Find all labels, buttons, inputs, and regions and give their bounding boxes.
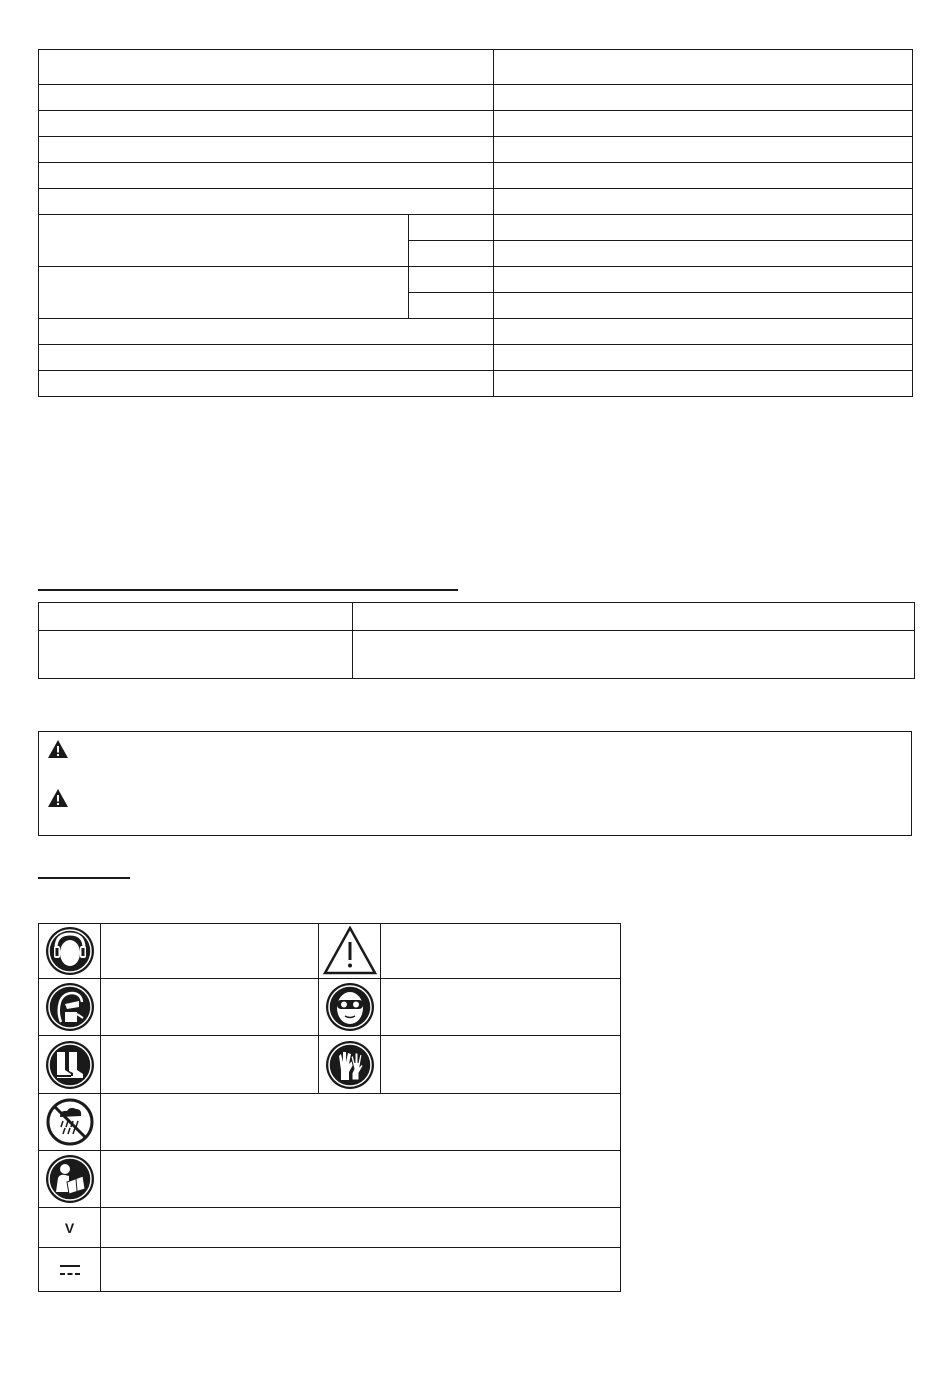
- warning-triangle-icon: [323, 926, 377, 976]
- spec-label-cell: [39, 345, 494, 371]
- table-row: [39, 267, 913, 293]
- spec-value-cell: [494, 267, 913, 293]
- safety-gloves-icon: [325, 1040, 375, 1090]
- symbol-description-cell: [381, 1036, 621, 1094]
- symbol-icon-cell: [39, 1248, 101, 1292]
- table-row: [39, 85, 913, 111]
- warning-box: [38, 731, 912, 836]
- spec-value-cell: [494, 215, 913, 241]
- spec-value-cell: [494, 111, 913, 137]
- spec-label-cell: [39, 111, 494, 137]
- symbol-description-cell: [381, 924, 621, 979]
- symbol-icon-cell: [39, 924, 101, 979]
- spec-value-cell: [494, 163, 913, 189]
- symbol-icon-cell: [319, 924, 381, 979]
- dust-mask-icon: [45, 982, 95, 1032]
- symbol-description-cell: [381, 979, 621, 1036]
- spec-label-cell: [39, 50, 494, 85]
- symbols-heading-underline: [38, 877, 130, 879]
- vibration-header-cell: [39, 603, 353, 631]
- spec-value-cell: [494, 345, 913, 371]
- spec-value-cell: [494, 319, 913, 345]
- table-row: [39, 163, 913, 189]
- spec-label-cell: [39, 85, 494, 111]
- symbol-description-cell: [101, 1208, 621, 1248]
- vibration-value-cell: [39, 631, 353, 679]
- symbol-description-cell: [101, 1036, 319, 1094]
- warning-triangle-icon: [47, 788, 69, 808]
- table-row: [39, 1036, 621, 1094]
- symbol-icon-cell: [319, 1036, 381, 1094]
- specification-table: [38, 49, 913, 397]
- table-row: [39, 603, 915, 631]
- spec-label-cell: [39, 163, 494, 189]
- eye-protection-icon: [325, 982, 375, 1032]
- spec-label-cell: [39, 137, 494, 163]
- spec-value-cell: [494, 189, 913, 215]
- spec-sublabel-cell: [409, 267, 494, 293]
- table-row: [39, 1094, 621, 1151]
- spec-label-cell: [39, 189, 494, 215]
- vibration-header-cell: [353, 603, 915, 631]
- spec-value-cell: [494, 50, 913, 85]
- spec-value-cell: [494, 371, 913, 397]
- vibration-value-cell: [353, 631, 915, 679]
- spec-value-cell: [494, 137, 913, 163]
- symbol-icon-cell: [39, 1208, 101, 1248]
- table-row: [39, 371, 913, 397]
- direct-current-icon: [58, 1262, 82, 1278]
- table-row: [39, 50, 913, 85]
- symbol-description-cell: [101, 1151, 621, 1208]
- symbol-icon-cell: [39, 1151, 101, 1208]
- symbol-description-cell: [101, 1248, 621, 1292]
- spec-label-cell: [39, 215, 409, 267]
- spec-label-cell: [39, 371, 494, 397]
- symbol-icon-cell: [319, 979, 381, 1036]
- table-row: [39, 1208, 621, 1248]
- vibration-table: [38, 602, 915, 679]
- symbol-icon-cell: [39, 1036, 101, 1094]
- symbols-table: [38, 923, 621, 1292]
- table-row: [39, 1248, 621, 1292]
- table-row: [39, 924, 621, 979]
- no-rain-icon: [45, 1097, 95, 1147]
- symbol-icon-cell: [39, 1094, 101, 1151]
- spec-label-cell: [39, 267, 409, 319]
- warning-triangle-icon: [47, 739, 69, 759]
- safety-boots-icon: [45, 1040, 95, 1090]
- table-row: [39, 631, 915, 679]
- spec-value-cell: [494, 241, 913, 267]
- table-row: [39, 345, 913, 371]
- volt-symbol: V: [64, 1219, 75, 1236]
- spec-sublabel-cell: [409, 241, 494, 267]
- symbol-description-cell: [101, 924, 319, 979]
- table-row: [39, 111, 913, 137]
- ear-protection-icon: [45, 926, 95, 976]
- symbol-description-cell: [101, 1094, 621, 1151]
- spec-sublabel-cell: [409, 215, 494, 241]
- section-heading-underline: [38, 589, 458, 591]
- table-row: [39, 137, 913, 163]
- spec-value-cell: [494, 85, 913, 111]
- table-row: [39, 215, 913, 241]
- table-row: [39, 1151, 621, 1208]
- symbol-description-cell: [101, 979, 319, 1036]
- read-manual-icon: [45, 1154, 95, 1204]
- table-row: [39, 979, 621, 1036]
- spec-value-cell: [494, 293, 913, 319]
- spec-label-cell: [39, 319, 494, 345]
- symbol-icon-cell: [39, 979, 101, 1036]
- table-row: [39, 189, 913, 215]
- table-row: [39, 319, 913, 345]
- spec-sublabel-cell: [409, 293, 494, 319]
